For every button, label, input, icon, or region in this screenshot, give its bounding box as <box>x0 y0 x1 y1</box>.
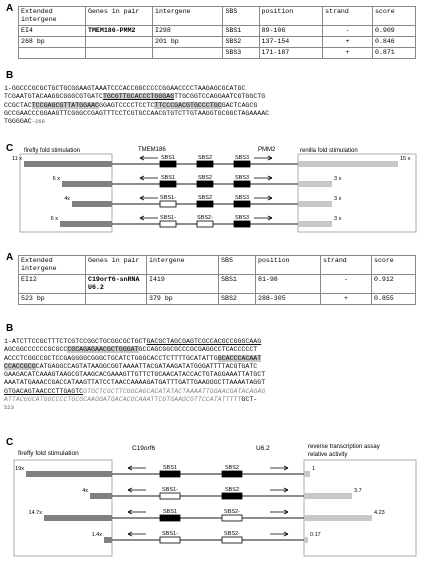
sbs-box <box>197 161 213 167</box>
sequence-end: GCT- <box>241 396 258 404</box>
table-cell: SBS2 <box>223 37 259 48</box>
table-cell: 137-154 <box>259 37 323 48</box>
firefly-bar <box>62 181 112 187</box>
table-cell: I298 <box>153 26 223 37</box>
figure2-label-a: A <box>6 252 14 263</box>
table-cell: 0.855 <box>371 294 415 305</box>
sequence-prefix: 1- <box>4 85 12 92</box>
left-panel-title: firefly fold stimulation <box>24 148 81 154</box>
figure2-label-c: C <box>6 437 14 448</box>
sbs-label: SBS1- <box>160 195 176 201</box>
sbs-highlight: CGCAGAGAACGCTGGGAT <box>67 346 139 354</box>
sequence-line: GCCGAACCCGGAAGTTCGGGCCGAGTTTCCTCGTGCCAACGTGTCTTGTAAGGTGCGGCTAGAAAAC <box>4 109 270 117</box>
table-cell: 268 bp <box>19 37 86 48</box>
figure1-label-b: B <box>6 70 14 81</box>
figure2-construct-diagram <box>0 440 424 560</box>
header-cell: score <box>372 7 415 26</box>
figure2-table <box>18 255 416 305</box>
left-gene-arrow <box>128 466 146 470</box>
sequence-end: -268 <box>31 118 45 126</box>
table-cell: - <box>321 275 372 294</box>
left-gene-arrow <box>128 488 146 492</box>
firefly-bar <box>24 161 112 167</box>
sbs-label: SBS2- <box>224 509 240 515</box>
sequence-line: GGCCCGCGCTGCTGCGGAAGTAAATCCCACCGGCCCCCGGAACCCCTAAGAGCGCATGC <box>11 85 246 92</box>
sbs-label: SBS2 <box>224 465 240 471</box>
renilla-value-label: 3 x <box>334 176 342 182</box>
sbs-label: SBS1 <box>162 509 178 515</box>
header-cell: position <box>259 7 323 26</box>
firefly-bar <box>26 471 112 477</box>
sequence-segment: TCGAATGTACAAGGCGGGCGTGATC <box>4 93 103 101</box>
table-cell: - <box>323 26 373 37</box>
sbs-box <box>234 161 250 167</box>
firefly-bar <box>60 221 112 227</box>
figure1-label-a: A <box>6 3 14 14</box>
header-cell: position <box>255 256 320 275</box>
table-cell: TMEM186-PMM2 <box>86 26 153 37</box>
gene-label-left: TMEM186 <box>138 147 166 153</box>
figure2-sequence <box>4 338 265 413</box>
figure1-table <box>18 6 416 59</box>
sequence-segment: CCGCTAC <box>4 101 32 109</box>
renilla-value-label: 3.7 <box>354 488 362 494</box>
right-gene-arrow <box>270 466 288 470</box>
table-cell: SBS3 <box>223 48 259 59</box>
firefly-value-label: 1.4x <box>91 532 102 538</box>
table-cell: + <box>323 48 373 59</box>
right-gene-arrow <box>270 510 288 514</box>
sbs-box <box>160 493 180 499</box>
left-gene-arrow <box>128 532 146 536</box>
sequence-segment: GACGCTAGCGAGTCGCCACGCCGGGCAAG <box>146 338 262 345</box>
sbs-label: SBS1- <box>162 487 178 493</box>
sbs-label: SBS3 <box>234 195 250 201</box>
table-cell: 81-98 <box>255 275 320 294</box>
sbs-box <box>160 221 176 227</box>
table-cell: SBS2 <box>219 294 256 305</box>
table-row <box>19 26 416 37</box>
sbs-box <box>234 201 250 207</box>
header-cell: strand <box>323 7 373 26</box>
sbs-highlight: TCCGAGCGTTATGGAAC <box>31 101 99 109</box>
sbs-box <box>222 515 242 521</box>
firefly-bar <box>72 201 112 207</box>
sbs-label: SBS2- <box>197 215 213 221</box>
table-cell: + <box>321 294 372 305</box>
right-gene-arrow <box>254 196 272 200</box>
sbs-label: SBS1- <box>162 531 178 537</box>
table-cell: 89-106 <box>259 26 323 37</box>
sbs-highlight: TTCCCGACGTGCCCTGC <box>154 101 222 109</box>
sbs-box <box>222 471 242 477</box>
table-cell: SBS1 <box>223 26 259 37</box>
firefly-bar <box>104 537 112 543</box>
sbs-label: SBS3 <box>234 155 250 161</box>
table-cell: EI12 <box>19 275 86 294</box>
sbs-box <box>160 471 180 477</box>
sequence-line: TGGGGAC <box>4 118 32 126</box>
sbs-box <box>222 537 242 543</box>
figure1-construct-diagram <box>0 144 424 236</box>
header-cell: SBS <box>223 7 259 26</box>
right-panel-title: reverse transcription assay <box>308 444 380 450</box>
sequence-segment: ACCCTCGGCCGCTCCGAGGGGCGGGCTGCATCTGGGCACCTCTTTTGCATATTG <box>4 354 218 362</box>
construct-rows <box>12 155 411 227</box>
table-cell <box>153 48 223 59</box>
sbs-box <box>197 201 213 207</box>
table-cell: SBS1 <box>219 275 256 294</box>
sequence-end: 523 <box>4 404 14 412</box>
sbs-box <box>160 201 176 207</box>
header-cell: Extended intergene <box>19 256 86 275</box>
sequence-segment: GCCAGCGGCGCCCGCGAGGCCTCACCCCCT <box>138 346 258 354</box>
sequence-segment: ATCTTCCGCTTTCTCGTCCGGCTGCGGCGCTGCT <box>11 338 147 345</box>
table-cell: 0.871 <box>372 48 415 59</box>
firefly-value-label: 6 x <box>52 176 60 182</box>
header-cell: Extended intergene <box>19 7 86 26</box>
renilla-value-label: 0.17 <box>310 532 321 538</box>
sbs-label: SBS2 <box>197 195 213 201</box>
right-panel-title: renilla fold stimulation <box>300 148 358 154</box>
firefly-bar <box>90 493 112 499</box>
table-cell: 0.909 <box>372 26 415 37</box>
table-cell <box>86 37 153 48</box>
firefly-value-label: 19x <box>15 466 24 472</box>
table-row <box>19 294 416 305</box>
table-cell: I419 <box>147 275 219 294</box>
header-cell: Genes in pair <box>86 7 153 26</box>
firefly-value-label: 4x <box>64 196 70 202</box>
left-gene-arrow <box>140 156 158 160</box>
table-cell: + <box>323 37 373 48</box>
table-cell: 523 bp <box>19 294 86 305</box>
construct-rows <box>15 465 385 543</box>
renilla-bar <box>304 493 352 499</box>
sequence-line: AAATATGAAACCGACCATAAGTTATCCTAACCAAAAGATGATTTGATTGAAGGGCTTAAAATAGGT <box>4 379 266 387</box>
header-cell: intergene <box>147 256 219 275</box>
sbs-label: SBS3 <box>234 215 250 221</box>
left-gene-arrow <box>140 216 158 220</box>
header-cell: score <box>371 256 415 275</box>
gene-label-right: U6.2 <box>256 445 270 452</box>
sequence-segment: TTGCGGTCCAGGAATCGTGGCTG <box>174 93 266 101</box>
sbs-box <box>222 493 242 499</box>
sbs-label: SBS1 <box>160 155 176 161</box>
table-cell <box>86 294 147 305</box>
sbs-box <box>234 221 250 227</box>
sequence-segment: GTGACAGTAACCCTTGAGTC <box>4 387 84 395</box>
renilla-bar <box>304 515 372 521</box>
sequence-segment: GACTCAGCG <box>221 101 258 109</box>
sbs-label: SBS2 <box>197 175 213 181</box>
right-panel-subtitle: relative activity <box>308 452 348 458</box>
table-cell: 171-187 <box>259 48 323 59</box>
right-gene-arrow <box>254 176 272 180</box>
table-cell <box>19 48 86 59</box>
renilla-bar <box>298 221 332 227</box>
sbs-box <box>234 181 250 187</box>
table-cell: 379 bp <box>147 294 219 305</box>
renilla-value-label: 1 <box>312 466 316 472</box>
right-gene-arrow <box>270 488 288 492</box>
sbs-label: SBS3 <box>234 175 250 181</box>
sequence-segment: AGCGGCCCCCCGCGCC <box>4 346 68 354</box>
sbs-label: SBS2- <box>224 531 240 537</box>
sbs-highlight: GCACCCACAAT <box>217 354 262 362</box>
sbs-label: SBS2 <box>224 487 240 493</box>
sbs-box <box>160 537 180 543</box>
gene-label-right: PMM2 <box>258 147 276 153</box>
left-gene-arrow <box>140 196 158 200</box>
sbs-label: SBS2 <box>197 155 213 161</box>
sequence-prefix: 1- <box>4 338 12 345</box>
renilla-value-label: 4.23 <box>374 510 385 516</box>
table-cell: C19orf6-snRNA U6.2 <box>86 275 147 294</box>
renilla-value-label: 15 x <box>400 156 411 162</box>
renilla-bar <box>298 181 332 187</box>
figure2-label-b: B <box>6 323 14 334</box>
table-row <box>19 256 416 275</box>
sbs-highlight: CCACCGCG <box>4 362 36 370</box>
sequence-line: GAAGACATCAAAGTAAGCGTAAGCACGAAAGTTGTTCTGCAACATACCACTGTAGGAAATTATGCT <box>4 371 266 379</box>
renilla-value-label: 3 x <box>334 196 342 202</box>
table-cell: 201 bp <box>153 37 223 48</box>
header-cell: Genes in pair <box>86 256 147 275</box>
right-gene-arrow <box>254 216 272 220</box>
table-cell <box>86 48 153 59</box>
header-cell: SBS <box>219 256 256 275</box>
sbs-label: SBS1 <box>160 175 176 181</box>
left-panel-title: firefly fold stimulation <box>18 450 79 457</box>
firefly-value-label: 4x <box>82 488 88 494</box>
right-gene-arrow <box>270 532 288 536</box>
header-cell: strand <box>321 256 372 275</box>
sbs-highlight: TGCGTTGCACCCTGGGAG <box>102 93 175 101</box>
table-cell: 288-305 <box>255 294 320 305</box>
table-row <box>19 7 416 26</box>
sequence-segment: GTGCTCGCTTCGGCAGCACATATACTAAAATTGGAACGATACAGAG <box>83 387 266 395</box>
left-gene-arrow <box>140 176 158 180</box>
renilla-value-label: 3 x <box>334 216 342 222</box>
sbs-box <box>197 221 213 227</box>
table-cell: 0.846 <box>372 37 415 48</box>
firefly-bar <box>44 515 112 521</box>
firefly-value-label: 6 x <box>50 216 58 222</box>
sbs-box <box>160 181 176 187</box>
table-row <box>19 37 416 48</box>
figure1-sequence <box>4 85 269 126</box>
sequence-segment: ATTACGGCATGGCCCCTGCGCAAGGATGACACGCAAATTCGTGAAGCGTTCCATATTTTT <box>4 396 242 404</box>
renilla-bar <box>304 537 308 543</box>
right-panel-frame <box>304 460 416 556</box>
figure1-label-c: C <box>6 143 14 154</box>
sbs-box <box>160 515 180 521</box>
table-cell: 0.912 <box>371 275 415 294</box>
sequence-segment: GGAGTCCCCTCCTC <box>98 101 155 109</box>
gene-label-left: C19orf6 <box>132 445 156 452</box>
sbs-label: SBS1 <box>162 465 178 471</box>
left-gene-arrow <box>128 510 146 514</box>
renilla-bar <box>304 471 310 477</box>
renilla-bar <box>298 201 332 207</box>
sbs-label: SBS1- <box>160 215 176 221</box>
firefly-value-label: 11 x <box>12 156 22 162</box>
renilla-bar <box>298 161 398 167</box>
header-cell: intergene <box>153 7 223 26</box>
firefly-value-label: 14.7x <box>28 510 42 516</box>
sbs-box <box>197 181 213 187</box>
table-row <box>19 48 416 59</box>
table-row <box>19 275 416 294</box>
sbs-box <box>160 161 176 167</box>
sequence-segment: CATGAGGCCAGTATAAGGCGGTAAAATTACGATAAGATATGGGATTTTACGTGATC <box>35 362 258 370</box>
table-cell: EI4 <box>19 26 86 37</box>
right-gene-arrow <box>254 156 272 160</box>
